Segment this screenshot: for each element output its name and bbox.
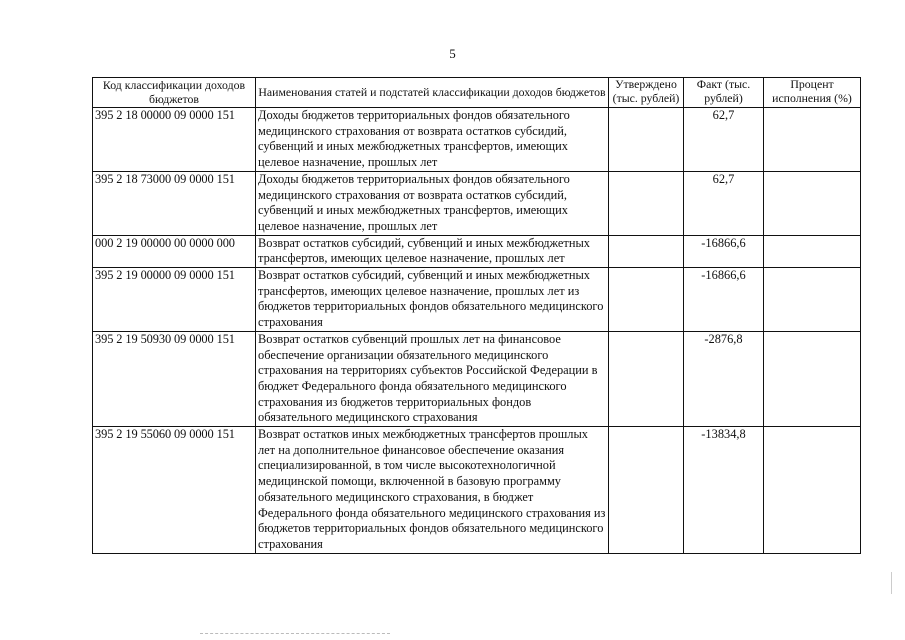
row-code: 000 2 19 00000 00 0000 000 [93, 235, 256, 267]
row-percent [764, 427, 861, 554]
row-name: Возврат остатков иных межбюджетных трансфертов прошлых лет на дополнительное финансовое обеспечение оказания специализированной, в том числе высокотехнологичной медицинской помощи, включенной в базовую программу обязательного медицинского страхования, в бюджет Федерального фонда обязательного медицинского страхования из бюджетов территориальных фондов обязательного медицинского страхования [256, 427, 609, 554]
row-code: 395 2 18 73000 09 0000 151 [93, 171, 256, 235]
row-approved [609, 427, 684, 554]
row-fact: -16866,6 [684, 235, 764, 267]
row-code: 395 2 19 50930 09 0000 151 [93, 331, 256, 426]
budget-revenue-table [92, 77, 861, 554]
table-row [93, 108, 861, 172]
row-approved [609, 171, 684, 235]
scan-artifact-line [200, 633, 390, 634]
header-name: Наименования статей и подстатей классификации доходов бюджетов [256, 78, 609, 108]
row-code: 395 2 18 00000 09 0000 151 [93, 108, 256, 172]
row-percent [764, 108, 861, 172]
scan-edge-mark [891, 572, 892, 594]
header-code: Код классификации доходов бюджетов [93, 78, 256, 108]
table-row [93, 427, 861, 554]
table-header-row [93, 78, 861, 108]
row-name: Доходы бюджетов территориальных фондов обязательного медицинского страхования от возврата остатков субсидий, субвенций и иных межбюджетных трансфертов, имеющих целевое назначение, прошлых лет [256, 108, 609, 172]
row-fact: 62,7 [684, 171, 764, 235]
row-fact: 62,7 [684, 108, 764, 172]
row-code: 395 2 19 00000 09 0000 151 [93, 268, 256, 332]
row-code: 395 2 19 55060 09 0000 151 [93, 427, 256, 554]
row-name: Возврат остатков субсидий, субвенций и иных межбюджетных трансфертов, имеющих целевое назначение, прошлых лет из бюджетов территориальных фондов обязательного медицинского страхования [256, 268, 609, 332]
row-fact: -13834,8 [684, 427, 764, 554]
row-name: Возврат остатков субвенций прошлых лет на финансовое обеспечение организации обязательного медицинского страхования на территориях субъектов Российской Федерации в бюджет Федерального фонда обязательного медицинского страхования из бюджетов территориальных фондов обязательного медицинского страхования [256, 331, 609, 426]
row-percent [764, 235, 861, 267]
row-approved [609, 331, 684, 426]
row-approved [609, 268, 684, 332]
row-fact: -16866,6 [684, 268, 764, 332]
table-row [93, 331, 861, 426]
row-percent [764, 268, 861, 332]
header-percent: Процент исполнения (%) [764, 78, 861, 108]
table-row [93, 171, 861, 235]
header-approved: Утверждено (тыс. рублей) [609, 78, 684, 108]
row-fact: -2876,8 [684, 331, 764, 426]
row-name: Возврат остатков субсидий, субвенций и иных межбюджетных трансфертов, имеющих целевое назначение, прошлых лет [256, 235, 609, 267]
row-approved [609, 108, 684, 172]
row-percent [764, 171, 861, 235]
page-number: 5 [449, 46, 456, 61]
row-percent [764, 331, 861, 426]
table-row [93, 268, 861, 332]
table-row [93, 235, 861, 267]
row-approved [609, 235, 684, 267]
row-name: Доходы бюджетов территориальных фондов обязательного медицинского страхования от возврата остатков субсидий, субвенций и иных межбюджетных трансфертов, имеющих целевое назначение, прошлых лет [256, 171, 609, 235]
header-fact: Факт (тыс. рублей) [684, 78, 764, 108]
